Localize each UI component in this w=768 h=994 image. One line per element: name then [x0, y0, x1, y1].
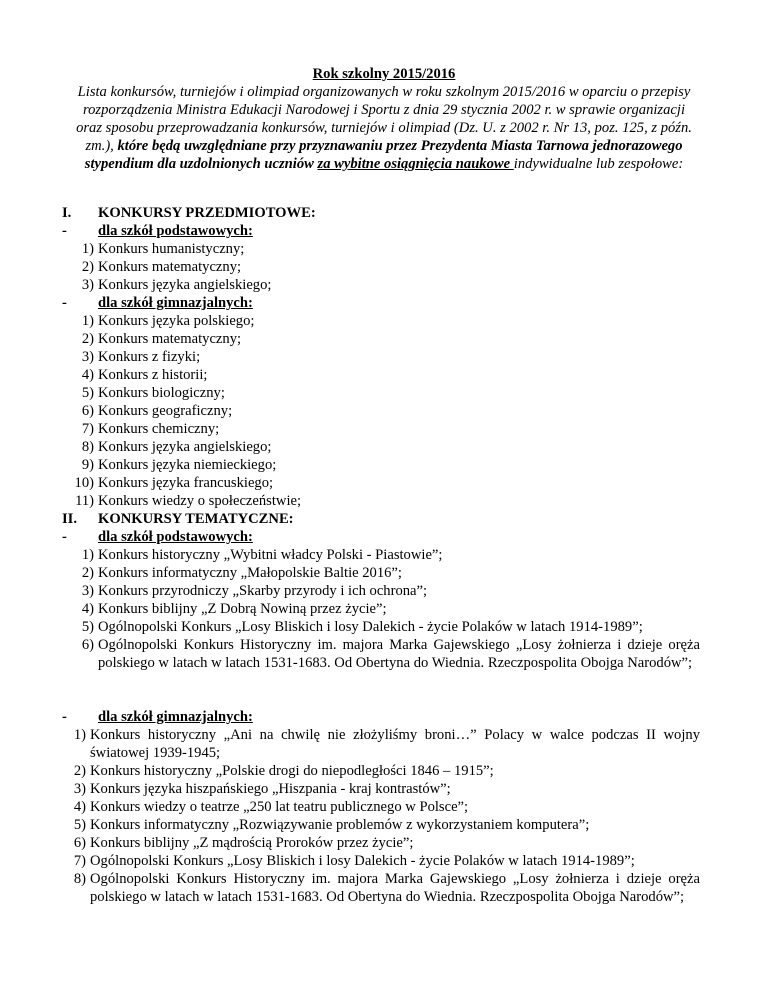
item-number: 7) [73, 853, 86, 869]
item-number: 4) [81, 601, 94, 617]
group-heading [62, 294, 253, 312]
list-item [70, 564, 700, 582]
intro-end-text: indywidualne lub zespołowe: [513, 156, 684, 172]
competition-list [70, 546, 700, 672]
group-label: dla szkół gimnazjalnych: [98, 709, 253, 725]
item-text: Konkurs języka niemieckiego; [98, 457, 277, 473]
intro-text: Lista konkursów, turniejów i olimpiad organizowanych w roku szkolnym 2015/2016 w oparciu o przepisy rozporządzenia Ministra Edukacji Narodowej i Sportu z dnia 29 stycznia 2002 r. w sprawie organizacji oraz sposobu przeprowadzania konkursów, turniejów i olimpiad (Dz. U. z 2002 r. Nr 13, poz. 125, z późn. zm.), [76, 84, 692, 154]
list-item [62, 726, 700, 762]
group-heading [62, 708, 253, 726]
item-text: Ogólnopolski Konkurs Historyczny im. majora Marka Gajewskiego „Losy żołnierza i dzieje oręża polskiego w latach w latach 1531-1683. Od Obertyna do Wiednia. Rzeczpospolita Obojga Narodów”; [98, 637, 700, 671]
item-number: 2) [81, 331, 94, 347]
item-text: Konkurs historyczny „Ani na chwilę nie złożyliśmy broni…” Polacy w walce podczas II wojny światowej 1939-1945; [90, 727, 700, 761]
list-item [62, 780, 700, 798]
list-item [70, 420, 700, 438]
item-number: 1) [73, 727, 86, 743]
competition-list [62, 726, 700, 906]
section-number: II. [62, 511, 78, 527]
list-item [70, 438, 700, 456]
list-item [62, 762, 700, 780]
item-text: Konkurs wiedzy o teatrze „250 lat teatru publicznego w Polsce”; [90, 799, 469, 815]
list-item [70, 348, 700, 366]
list-item [70, 546, 700, 564]
item-text: Konkurs biologiczny; [98, 385, 225, 401]
item-text: Konkurs języka francuskiego; [98, 475, 274, 491]
item-text: Konkurs chemiczny; [98, 421, 220, 437]
list-item [70, 366, 700, 384]
item-number: 5) [81, 385, 94, 401]
group-label: dla szkół podstawowych: [98, 223, 253, 239]
item-number: 5) [73, 817, 86, 833]
group-label: dla szkół podstawowych: [98, 529, 253, 545]
item-text: Konkurs matematyczny; [98, 259, 242, 275]
item-number: 4) [81, 367, 94, 383]
list-item [70, 618, 700, 636]
item-number: 7) [81, 421, 94, 437]
group-dash: - [62, 223, 67, 239]
group-dash: - [62, 529, 67, 545]
group-heading [62, 528, 253, 546]
item-text: Konkurs geograficzny; [98, 403, 233, 419]
list-item [70, 276, 700, 294]
list-item [70, 636, 700, 672]
list-item [70, 492, 700, 510]
list-item [70, 402, 700, 420]
item-number: 2) [81, 259, 94, 275]
item-text: Konkurs matematyczny; [98, 331, 242, 347]
item-text: Konkurs wiedzy o społeczeństwie; [98, 493, 302, 509]
list-item [70, 474, 700, 492]
item-text: Konkurs historyczny „Wybitni władcy Polski - Piastowie”; [98, 547, 443, 563]
item-text: Konkurs z historii; [98, 367, 208, 383]
item-number: 3) [73, 781, 86, 797]
list-item [70, 384, 700, 402]
item-number: 11) [75, 493, 94, 509]
item-text: Ogólnopolski Konkurs „Losy Bliskich i losy Dalekich - życie Polaków w latach 1914-1989”; [98, 619, 643, 635]
list-item [70, 330, 700, 348]
item-text: Konkurs przyrodniczy „Skarby przyrody i ich ochrona”; [98, 583, 428, 599]
item-number: 9) [81, 457, 94, 473]
item-text: Konkurs informatyczny „Rozwiązywanie problemów z wykorzystaniem komputera”; [90, 817, 590, 833]
competition-list [70, 240, 700, 294]
group-dash: - [62, 295, 67, 311]
item-number: 3) [81, 277, 94, 293]
list-item [70, 600, 700, 618]
item-number: 8) [81, 439, 94, 455]
list-item [70, 582, 700, 600]
item-number: 5) [81, 619, 94, 635]
list-item [70, 240, 700, 258]
item-number: 1) [81, 547, 94, 563]
section-heading [62, 510, 294, 528]
item-number: 6) [81, 637, 94, 653]
item-number: 3) [81, 349, 94, 365]
item-number: 2) [73, 763, 86, 779]
list-item [62, 870, 700, 906]
item-text: Konkurs biblijny „Z mądrością Proroków przez życie”; [90, 835, 414, 851]
section-number: I. [62, 205, 72, 221]
item-number: 6) [81, 403, 94, 419]
item-text: Konkurs języka hiszpańskiego „Hiszpania - kraj kontrastów”; [90, 781, 451, 797]
competition-list [70, 312, 700, 510]
list-item [70, 456, 700, 474]
item-number: 4) [73, 799, 86, 815]
item-text: Konkurs języka angielskiego; [98, 277, 272, 293]
item-text: Ogólnopolski Konkurs „Losy Bliskich i losy Dalekich - życie Polaków w latach 1914-1989”; [90, 853, 635, 869]
item-number: 3) [81, 583, 94, 599]
item-number: 8) [73, 871, 86, 887]
item-number: 1) [81, 241, 94, 257]
item-text: Konkurs informatyczny „Małopolskie Baltie 2016”; [98, 565, 402, 581]
list-item [70, 258, 700, 276]
document-title: Rok szkolny 2015/2016 [312, 66, 456, 82]
section-title: KONKURSY PRZEDMIOTOWE: [98, 205, 316, 221]
group-label: dla szkół gimnazjalnych: [98, 295, 253, 311]
list-item [62, 834, 700, 852]
item-text: Konkurs historyczny „Polskie drogi do niepodległości 1846 – 1915”; [90, 763, 494, 779]
item-text: Konkurs humanistyczny; [98, 241, 245, 257]
item-number: 6) [73, 835, 86, 851]
intro-bold-text: które będą uwzględniane przy przyznawaniu przez Prezydenta Miasta Tarnowa jednorazowego stypendium dla uzdolnionych uczniów [84, 138, 683, 172]
intro-underlined-text: za wybitne osiągnięcia naukowe [317, 156, 514, 172]
section-heading [62, 204, 316, 222]
section-title: KONKURSY TEMATYCZNE: [98, 511, 294, 527]
item-number: 1) [81, 313, 94, 329]
group-dash: - [62, 709, 67, 725]
list-item [62, 798, 700, 816]
item-text: Konkurs języka polskiego; [98, 313, 255, 329]
item-text: Konkurs biblijny „Z Dobrą Nowiną przez życie”; [98, 601, 387, 617]
item-number: 2) [81, 565, 94, 581]
list-item [62, 852, 700, 870]
item-number: 10) [74, 475, 94, 491]
item-text: Konkurs języka angielskiego; [98, 439, 272, 455]
list-item [62, 816, 700, 834]
list-item [70, 312, 700, 330]
document-header [70, 65, 698, 173]
group-heading [62, 222, 253, 240]
document-intro [70, 83, 698, 173]
item-text: Konkurs z fizyki; [98, 349, 201, 365]
item-text: Ogólnopolski Konkurs Historyczny im. majora Marka Gajewskiego „Losy żołnierza i dzieje oręża polskiego w latach w latach 1531-1683. Od Obertyna do Wiednia. Rzeczpospolita Obojga Narodów”; [90, 871, 700, 905]
